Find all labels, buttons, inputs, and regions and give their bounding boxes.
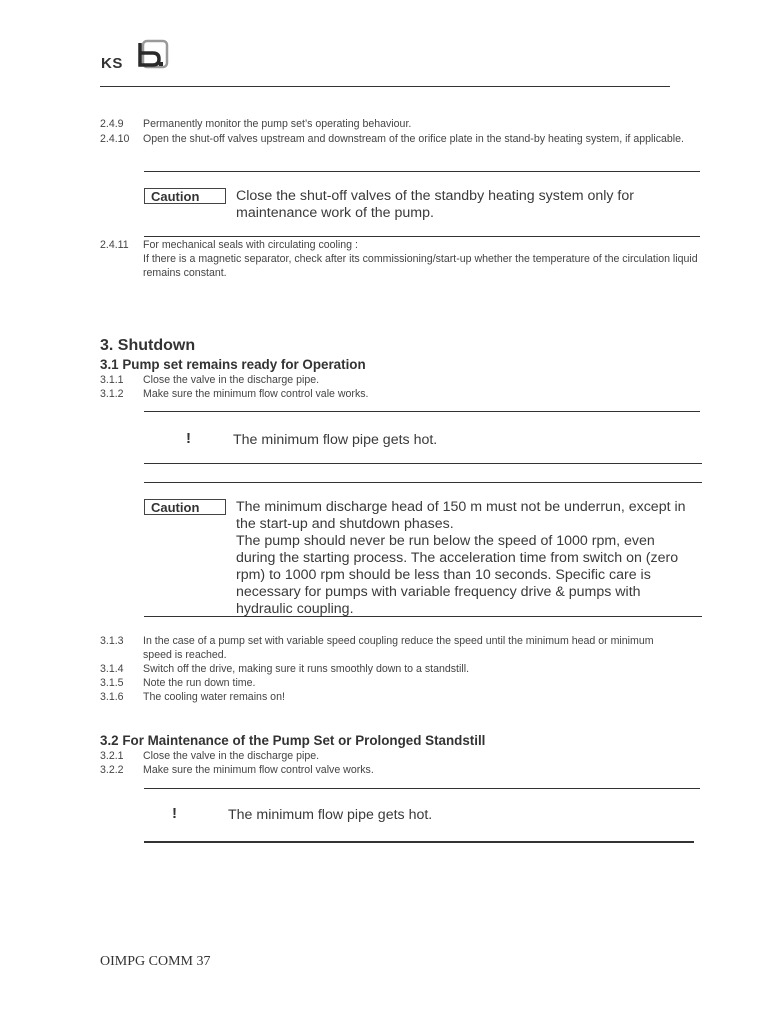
caution-text: The minimum discharge head of 150 m must not be underrun, except in the start-up and shutdown phases. The pump should never be run below the speed of 1000 rpm, even during the starting process. The acceleration time from switch on (zero rpm) to 1000 rpm should be less than 10 seconds. Specific care is necessary for pumps with variable frequency drive & pumps with hydraulic coupling. xyxy=(236,499,686,617)
item-number: 3.1.5 xyxy=(100,677,124,689)
item-text: Close the valve in the discharge pipe. xyxy=(143,750,320,762)
footer-document-code: OIMPG COMM 37 xyxy=(100,954,211,969)
item-text: Permanently monitor the pump set’s operating behaviour. xyxy=(143,118,412,130)
item-number: 3.1.6 xyxy=(100,691,124,703)
caution-label: Caution xyxy=(144,499,226,515)
subsection-heading: 3.1 Pump set remains ready for Operation xyxy=(100,357,366,372)
divider xyxy=(144,482,702,483)
item-number: 3.2.1 xyxy=(100,750,124,762)
divider xyxy=(144,171,700,172)
item-number: 3.1.2 xyxy=(100,388,124,400)
caution-label: Caution xyxy=(144,188,226,204)
item-text: Close the valve in the discharge pipe. xyxy=(143,374,320,386)
item-text: For mechanical seals with circulating cooling : If there is a magnetic separator, check after its commissioning/start-up whether the temperature of the circulation liquid remains constant. xyxy=(143,239,698,279)
item-text: Switch off the drive, making sure it runs smoothly down to a standstill. xyxy=(143,663,470,675)
item-number: 3.1.1 xyxy=(100,374,124,386)
item-text: Make sure the minimum flow control vale works. xyxy=(143,388,369,400)
divider xyxy=(144,463,702,464)
divider-thick xyxy=(144,841,694,843)
item-number: 2.4.10 xyxy=(100,133,130,145)
item-number: 2.4.11 xyxy=(100,239,129,251)
item-text: In the case of a pump set with variable speed coupling reduce the speed until the minimum head or minimum speed is reached. xyxy=(143,635,654,661)
item-number: 3.1.4 xyxy=(100,663,124,675)
item-number: 3.2.2 xyxy=(100,764,124,776)
divider xyxy=(144,236,700,237)
divider xyxy=(144,616,702,617)
item-text: Make sure the minimum flow control valve works. xyxy=(143,764,374,776)
divider xyxy=(144,411,700,412)
item-number: 3.1.3 xyxy=(100,635,124,647)
subsection-heading: 3.2 For Maintenance of the Pump Set or Prolonged Standstill xyxy=(100,733,486,748)
item-number: 2.4.9 xyxy=(100,118,124,130)
warning-mark: ! xyxy=(172,805,177,822)
warning-mark: ! xyxy=(186,430,191,447)
item-text: Note the run down time. xyxy=(143,677,256,689)
item-text: Open the shut-off valves upstream and downstream of the orifice plate in the stand-by heating system, if applicable. xyxy=(143,133,684,145)
warning-text: The minimum flow pipe gets hot. xyxy=(233,432,438,448)
caution-text: Close the shut-off valves of the standby heating system only for maintenance work of the pump. xyxy=(236,188,634,221)
divider xyxy=(144,788,700,789)
section-heading: 3. Shutdown xyxy=(100,337,196,354)
warning-text: The minimum flow pipe gets hot. xyxy=(228,807,433,823)
header-rule xyxy=(100,86,670,87)
company-logo-icon xyxy=(137,39,169,76)
item-text: The cooling water remains on! xyxy=(143,691,285,703)
company-logo-text: KS xyxy=(101,55,123,72)
